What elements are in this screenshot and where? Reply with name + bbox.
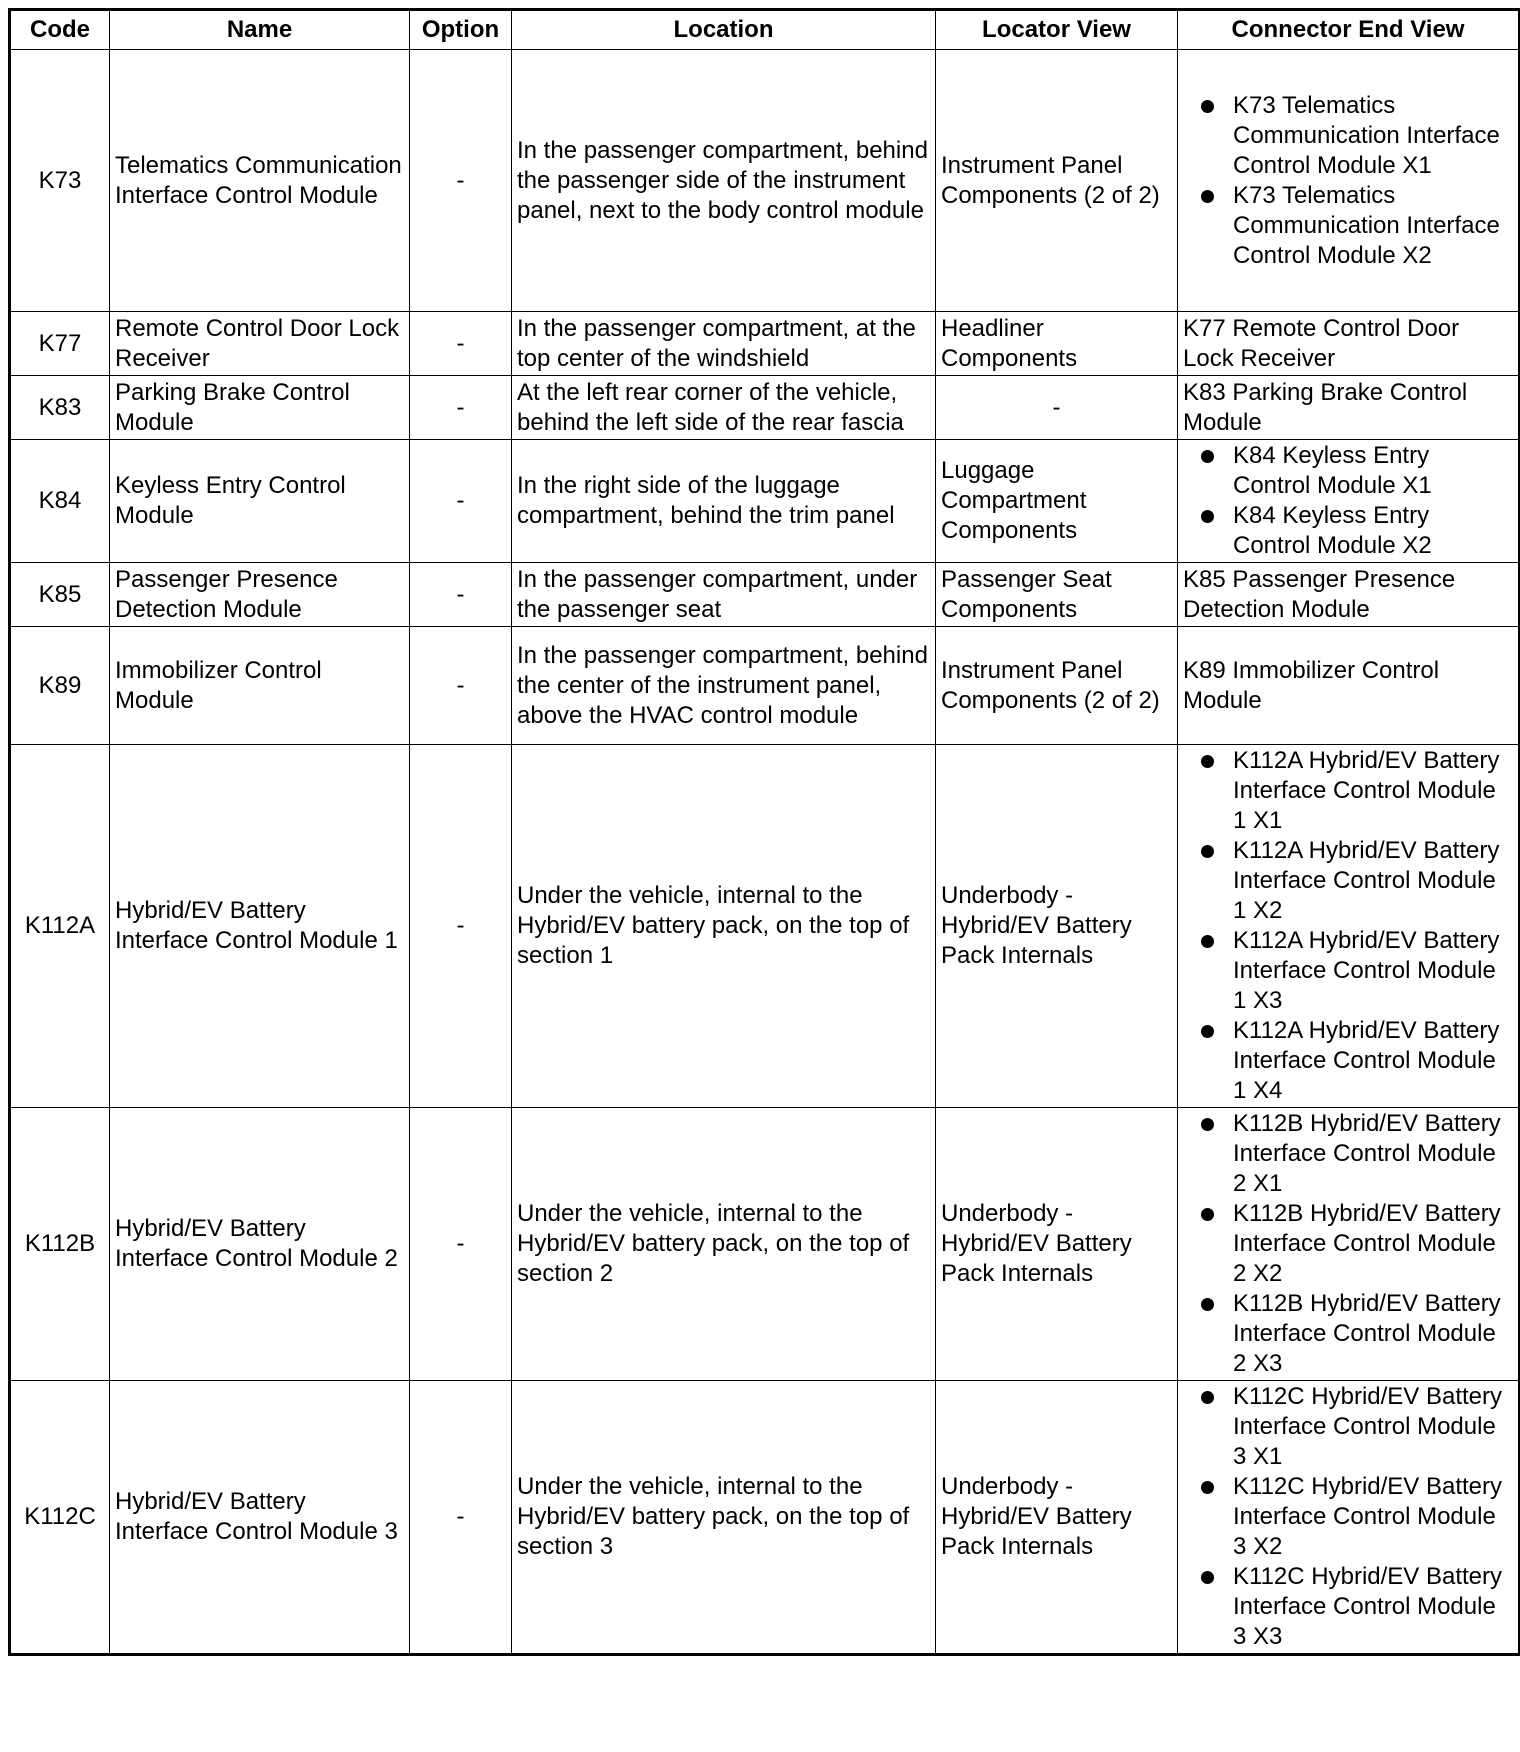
connector-list-item — [1183, 926, 1513, 1016]
connector-list-item — [1183, 1016, 1513, 1106]
connector-label: K84 Keyless Entry Control Module X2 — [1233, 502, 1432, 559]
option-cell: - — [410, 1108, 512, 1381]
option-cell: - — [410, 745, 512, 1108]
table-header — [10, 10, 1520, 50]
table-row — [10, 627, 1520, 745]
option-cell: - — [410, 376, 512, 440]
header-row — [10, 10, 1520, 50]
connector-end-view-cell: K85 Passenger Presence Detection Module — [1178, 563, 1520, 627]
locator-view-cell: Instrument Panel Components (2 of 2) — [936, 627, 1178, 745]
connector-list-item — [1183, 91, 1513, 181]
name-cell: Parking Brake Control Module — [110, 376, 410, 440]
connector-list-item — [1183, 1109, 1513, 1199]
code-cell: K112A — [10, 745, 110, 1108]
code-cell: K112C — [10, 1381, 110, 1655]
header-name: Name — [110, 10, 410, 50]
header-connector-end-view: Connector End View — [1178, 10, 1520, 50]
code-cell: K85 — [10, 563, 110, 627]
name-cell: Passenger Presence Detection Module — [110, 563, 410, 627]
name-cell: Remote Control Door Lock Receiver — [110, 312, 410, 376]
locator-view-cell: - — [936, 376, 1178, 440]
name-cell: Immobilizer Control Module — [110, 627, 410, 745]
code-cell: K83 — [10, 376, 110, 440]
option-cell: - — [410, 1381, 512, 1655]
location-cell: Under the vehicle, internal to the Hybrid/EV battery pack, on the top of section 2 — [512, 1108, 936, 1381]
connector-label: K112B Hybrid/EV Battery Interface Control Module 2 X2 — [1233, 1200, 1501, 1287]
code-cell: K73 — [10, 50, 110, 312]
table-row — [10, 376, 1520, 440]
header-locator-view: Locator View — [936, 10, 1178, 50]
connector-list-item — [1183, 1382, 1513, 1472]
connector-end-view-cell: K77 Remote Control Door Lock Receiver — [1178, 312, 1520, 376]
name-cell: Keyless Entry Control Module — [110, 440, 410, 563]
option-cell: - — [410, 312, 512, 376]
component-locator-table — [8, 8, 1520, 1656]
locator-view-cell: Underbody - Hybrid/EV Battery Pack Internals — [936, 1108, 1178, 1381]
name-cell: Hybrid/EV Battery Interface Control Module 3 — [110, 1381, 410, 1655]
connector-end-view-cell — [1178, 1381, 1520, 1655]
location-cell: Under the vehicle, internal to the Hybrid/EV battery pack, on the top of section 1 — [512, 745, 936, 1108]
location-cell: In the passenger compartment, behind the passenger side of the instrument panel, next to the body control module — [512, 50, 936, 312]
locator-view-cell: Underbody - Hybrid/EV Battery Pack Internals — [936, 745, 1178, 1108]
connector-end-view-cell: K83 Parking Brake Control Module — [1178, 376, 1520, 440]
header-location: Location — [512, 10, 936, 50]
locator-view-cell: Passenger Seat Components — [936, 563, 1178, 627]
connector-list-item — [1183, 1289, 1513, 1379]
bullet-icon — [1201, 1208, 1214, 1221]
code-cell: K77 — [10, 312, 110, 376]
table-body — [10, 50, 1520, 1655]
option-cell: - — [410, 440, 512, 563]
bullet-icon — [1201, 190, 1214, 203]
table-row — [10, 1381, 1520, 1655]
locator-view-cell: Headliner Components — [936, 312, 1178, 376]
connector-list — [1183, 1382, 1513, 1652]
bullet-icon — [1201, 510, 1214, 523]
bullet-icon — [1201, 935, 1214, 948]
table-row — [10, 50, 1520, 312]
connector-label: K112A Hybrid/EV Battery Interface Control Module 1 X1 — [1233, 747, 1500, 834]
connector-label: K84 Keyless Entry Control Module X1 — [1233, 442, 1432, 499]
name-cell: Telematics Communication Interface Control Module — [110, 50, 410, 312]
table-row — [10, 312, 1520, 376]
connector-list — [1183, 1109, 1513, 1379]
bullet-icon — [1201, 755, 1214, 768]
bullet-icon — [1201, 1118, 1214, 1131]
connector-list-item — [1183, 441, 1513, 501]
option-cell: - — [410, 50, 512, 312]
connector-label: K112A Hybrid/EV Battery Interface Control Module 1 X2 — [1233, 837, 1500, 924]
connector-list-item — [1183, 1199, 1513, 1289]
header-option: Option — [410, 10, 512, 50]
code-cell: K84 — [10, 440, 110, 563]
bullet-icon — [1201, 1391, 1214, 1404]
option-cell: - — [410, 627, 512, 745]
table-row — [10, 745, 1520, 1108]
location-cell: In the passenger compartment, at the top center of the windshield — [512, 312, 936, 376]
location-cell: In the passenger compartment, under the passenger seat — [512, 563, 936, 627]
locator-view-cell: Luggage Compartment Components — [936, 440, 1178, 563]
connector-label: K112A Hybrid/EV Battery Interface Control Module 1 X4 — [1233, 1017, 1500, 1104]
bullet-icon — [1201, 1298, 1214, 1311]
connector-list-item — [1183, 1472, 1513, 1562]
bullet-icon — [1201, 1025, 1214, 1038]
locator-view-cell: Underbody - Hybrid/EV Battery Pack Internals — [936, 1381, 1178, 1655]
connector-list-item — [1183, 1562, 1513, 1652]
table-row — [10, 1108, 1520, 1381]
bullet-icon — [1201, 450, 1214, 463]
locator-view-cell: Instrument Panel Components (2 of 2) — [936, 50, 1178, 312]
connector-label: K112C Hybrid/EV Battery Interface Control Module 3 X3 — [1233, 1563, 1503, 1650]
connector-label: K112C Hybrid/EV Battery Interface Control Module 3 X2 — [1233, 1473, 1503, 1560]
connector-list — [1183, 746, 1513, 1106]
connector-label: K112A Hybrid/EV Battery Interface Control Module 1 X3 — [1233, 927, 1500, 1014]
connector-end-view-cell — [1178, 50, 1520, 312]
location-cell: In the passenger compartment, behind the center of the instrument panel, above the HVAC control module — [512, 627, 936, 745]
option-cell: - — [410, 563, 512, 627]
name-cell: Hybrid/EV Battery Interface Control Module 1 — [110, 745, 410, 1108]
connector-list-item — [1183, 501, 1513, 561]
header-code: Code — [10, 10, 110, 50]
connector-end-view-cell — [1178, 745, 1520, 1108]
location-cell: Under the vehicle, internal to the Hybrid/EV battery pack, on the top of section 3 — [512, 1381, 936, 1655]
table-row — [10, 440, 1520, 563]
connector-list-item — [1183, 836, 1513, 926]
bullet-icon — [1201, 1571, 1214, 1584]
table-row — [10, 563, 1520, 627]
connector-list-item — [1183, 746, 1513, 836]
bullet-icon — [1201, 100, 1214, 113]
connector-list — [1183, 91, 1513, 271]
code-cell: K89 — [10, 627, 110, 745]
name-cell: Hybrid/EV Battery Interface Control Module 2 — [110, 1108, 410, 1381]
connector-label: K112C Hybrid/EV Battery Interface Control Module 3 X1 — [1233, 1383, 1503, 1470]
connector-label: K73 Telematics Communication Interface Control Module X1 — [1233, 91, 1500, 179]
location-cell: In the right side of the luggage compartment, behind the trim panel — [512, 440, 936, 563]
connector-end-view-cell: K89 Immobilizer Control Module — [1178, 627, 1520, 745]
connector-end-view-cell — [1178, 440, 1520, 563]
location-cell: At the left rear corner of the vehicle, behind the left side of the rear fascia — [512, 376, 936, 440]
connector-list — [1183, 441, 1513, 561]
bullet-icon — [1201, 845, 1214, 858]
connector-end-view-cell — [1178, 1108, 1520, 1381]
connector-label: K112B Hybrid/EV Battery Interface Control Module 2 X3 — [1233, 1290, 1501, 1377]
code-cell: K112B — [10, 1108, 110, 1381]
bullet-icon — [1201, 1481, 1214, 1494]
connector-list-item — [1183, 181, 1513, 271]
connector-label: K73 Telematics Communication Interface Control Module X2 — [1233, 181, 1500, 269]
connector-label: K112B Hybrid/EV Battery Interface Control Module 2 X1 — [1233, 1110, 1501, 1197]
